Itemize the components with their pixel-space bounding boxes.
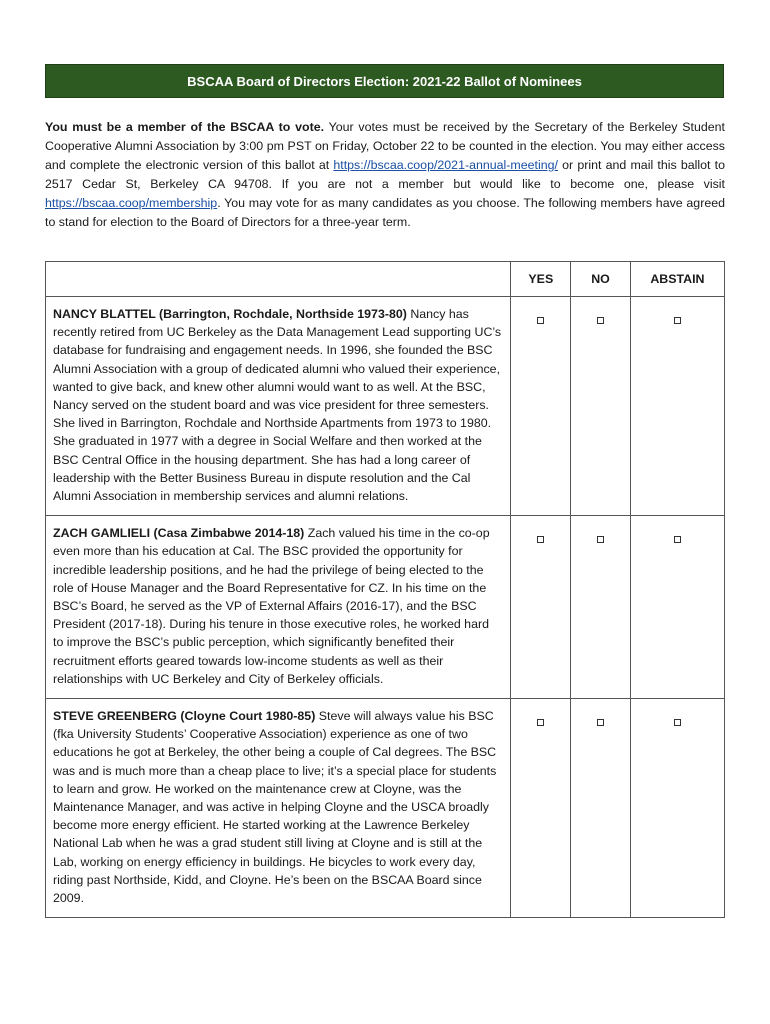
candidate-bio: Zach valued his time in the co-op even more than his education at Cal. The BSC provided the opportunity for incredible leadership positions, and he had the privilege of being elected to the role of House Manager and the Board Representative for CZ. In his time on the BSC’s Board, he served as the VP of External Affairs (2016-17), and the BSC President (2017-18). During his tenure in those executive roles, he worked hard to improve the BSC’s public perception, which significantly benefited their recruitment efforts geared towards low-income students as well as their relationships with UC Berkeley and City of Berkeley officials. bbox=[53, 526, 490, 686]
vote-yes-cell bbox=[511, 516, 571, 699]
vote-abstain-checkbox[interactable] bbox=[674, 317, 681, 324]
vote-abstain-checkbox[interactable] bbox=[674, 536, 681, 543]
header-row bbox=[46, 262, 725, 297]
vote-yes-checkbox[interactable] bbox=[537, 536, 544, 543]
candidate-cell bbox=[46, 516, 511, 699]
candidate-bio: Steve will always value his BSC (fka University Students’ Cooperative Association) experience as one of two educations he got at Berkeley, the other being a couple of Cal degrees. The BSC was and is much more than a cheap place to live; it’s a special place for students to learn and grow. He worked on the maintenance crew at Cloyne, was the Maintenance Manager, and was active in helping Cloyne and the USCA broadly become more energy efficient. He started working at the Lawrence Berkeley National Lab when he was a grad student still living at Cloyne and is still at the Lab, working on energy efficiency in buildings. He bicycles to work every day, riding past Northside, Kidd, and Cloyne. He’s been on the BSCAA Board since 2009. bbox=[53, 709, 497, 906]
candidate-name: NANCY BLATTEL (Barrington, Rochdale, Northside 1973-80) bbox=[53, 307, 407, 321]
header-yes: YES bbox=[511, 262, 571, 297]
intro-text-2: or print and mail this ballot to 2517 Cedar St, Berkeley CA 94708. If you are not a member but would like to become one, please visit bbox=[45, 158, 725, 191]
vote-yes-checkbox[interactable] bbox=[537, 719, 544, 726]
vote-yes-checkbox[interactable] bbox=[537, 317, 544, 324]
ballot-title-banner bbox=[45, 64, 724, 98]
membership-requirement: You must be a member of the BSCAA to vote. bbox=[45, 120, 325, 134]
vote-abstain-cell bbox=[630, 516, 724, 699]
vote-no-cell bbox=[571, 699, 631, 918]
vote-abstain-cell bbox=[630, 297, 724, 516]
vote-no-checkbox[interactable] bbox=[597, 719, 604, 726]
ballot-title: BSCAA Board of Directors Election: 2021-22 Ballot of Nominees bbox=[187, 73, 582, 89]
ballot-table bbox=[45, 261, 725, 918]
vote-yes-cell bbox=[511, 297, 571, 516]
intro-text-3: . You may vote for as many candidates as you choose. The following members have agreed to stand for election to the Board of Directors for a three-year term. bbox=[45, 196, 725, 229]
header-no: NO bbox=[571, 262, 631, 297]
candidate-cell bbox=[46, 297, 511, 516]
membership-link[interactable]: https://bscaa.coop/membership bbox=[45, 196, 218, 210]
vote-no-cell bbox=[571, 516, 631, 699]
vote-abstain-checkbox[interactable] bbox=[674, 719, 681, 726]
candidate-bio: Nancy has recently retired from UC Berkeley as the Data Management Lead supporting UC’s database for fundraising and engagement needs. In 1996, she founded the BSC Alumni Association with a group of dedicated alumni who valued their experience, wanted to give back, and knew other alumni would want to as well. At the BSC, Nancy served on the student board and was vice president for three semesters. She lived in Barrington, Rochdale and Northside Apartments from 1973 to 1980. She graduated in 1977 with a degree in Social Welfare and then worked at the BSC Central Office in the housing department. She has had a long career of leadership with the Better Business Bureau in dispute resolution and the Cal Alumni Association in membership services and alumni relations. bbox=[53, 307, 502, 504]
candidate-row-gamlieli bbox=[46, 516, 725, 699]
vote-no-cell bbox=[571, 297, 631, 516]
vote-no-checkbox[interactable] bbox=[597, 317, 604, 324]
candidate-name: ZACH GAMLIELI (Casa Zimbabwe 2014-18) bbox=[53, 526, 305, 541]
annual-meeting-link[interactable]: https://bscaa.coop/2021-annual-meeting/ bbox=[333, 158, 558, 172]
header-blank bbox=[46, 262, 511, 297]
vote-abstain-cell bbox=[630, 699, 724, 918]
vote-yes-cell bbox=[511, 699, 571, 918]
intro-text-1: Your votes must be received by the Secretary of the Berkeley Student Cooperative Alumni Association by 3:00 pm PST on Friday, October 22 to be counted in the election. You may either access and complete the electronic version of this ballot at bbox=[45, 120, 725, 172]
candidate-cell bbox=[46, 699, 511, 918]
header-abstain: ABSTAIN bbox=[630, 262, 724, 297]
intro-paragraph bbox=[45, 118, 725, 232]
candidate-row-greenberg bbox=[46, 699, 725, 918]
candidate-row-blattel bbox=[46, 297, 725, 516]
vote-no-checkbox[interactable] bbox=[597, 536, 604, 543]
candidate-name: STEVE GREENBERG (Cloyne Court 1980-85) bbox=[53, 709, 316, 724]
